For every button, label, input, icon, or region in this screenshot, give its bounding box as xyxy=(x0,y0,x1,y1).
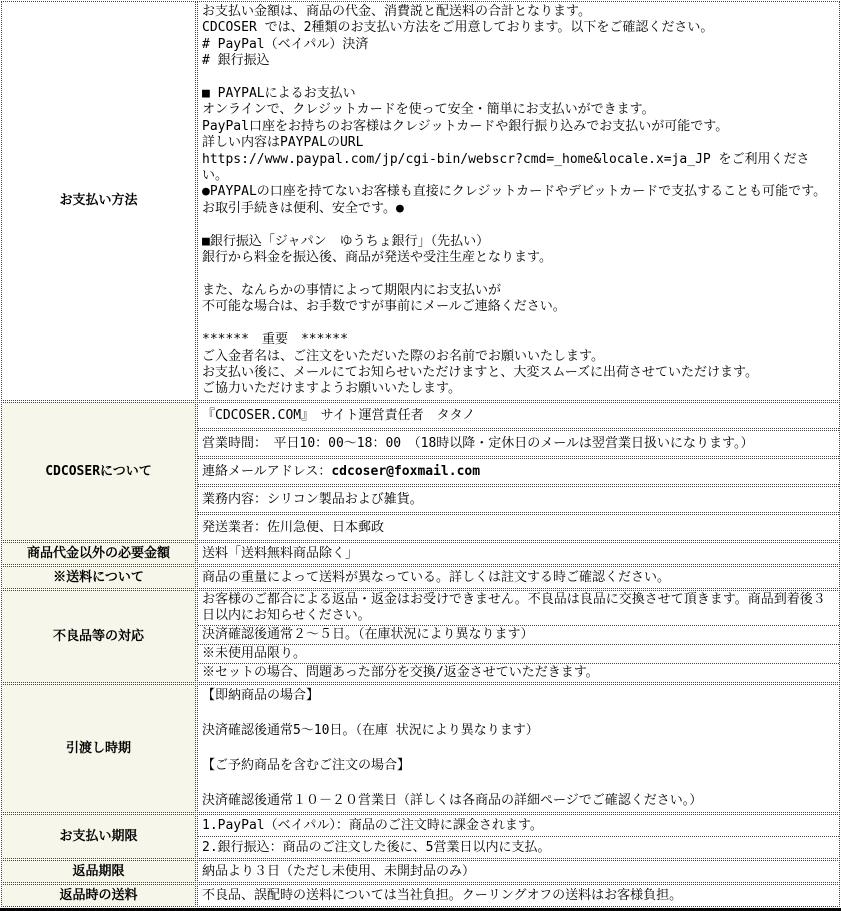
row-return-shipping xyxy=(1,884,840,907)
text-line xyxy=(202,217,835,233)
text-line xyxy=(202,267,835,283)
bank-transfer-deadline-line: 2.銀行振込：商品のご注文した後に、5営業日以内に支払。 xyxy=(198,836,839,858)
text-line: PayPal口座をお持ちのお客様はクレジットカードや銀行振り込みでお支払いが可能です。 xyxy=(202,118,729,134)
text-line: ご入金者名は、ご注文をいただいた際のお名前でお願いいたします。 xyxy=(202,348,604,364)
defective-processing-time-line: 決済確認後通常２～５日。（在庫状況により異なります） xyxy=(198,625,839,644)
text-line: お支払い金額は、商品の代金、消費説と配送料の合計となります。 xyxy=(202,4,591,19)
row-payment-deadline xyxy=(1,814,840,859)
email-address: cdcoser@foxmail.com xyxy=(331,463,481,479)
paypal-deadline-line: 1.PayPal（ベイパル）：商品のご注文時に課金されます。 xyxy=(202,817,543,833)
row-defective-items xyxy=(1,590,840,683)
delivery-time-text xyxy=(198,685,839,812)
contact-email-line xyxy=(198,458,839,485)
row-extra-fees xyxy=(1,542,840,565)
text-line: ****** 重要 ****** xyxy=(202,332,348,348)
header-return-shipping: 返品時の送料 xyxy=(1,884,196,907)
header-delivery-time: 引渡し時期 xyxy=(1,684,196,813)
header-defective-items: 不良品等の対応 xyxy=(1,590,196,683)
text-line: ●PAYPALの口座を持てないお客様も直接にクレジットカードやデビットカードで支払することも可能です。 xyxy=(202,184,827,200)
header-payment-deadline: お支払い期限 xyxy=(1,814,196,859)
row-shipping-note xyxy=(1,566,840,589)
row-delivery-time xyxy=(1,684,840,813)
shipping-note-text: 商品の重量によって送料が異なっている。詳しくは註文する時ご確認ください。 xyxy=(202,569,671,585)
text-line xyxy=(202,740,835,758)
text-line: また、なんらかの事情によって期限内にお支払いが xyxy=(202,282,502,298)
text-line xyxy=(202,704,835,722)
text-line: 詳しい内容はPAYPALのURL xyxy=(202,135,364,151)
header-shipping-note: ※送料について xyxy=(1,566,196,589)
text-line xyxy=(202,70,835,86)
defective-unused-only-line: ※未使用品限り。 xyxy=(198,644,839,663)
payment-method-text xyxy=(198,2,839,400)
text-line: # PayPal（ベイパル）決済 xyxy=(202,36,369,52)
header-payment-method: お支払い方法 xyxy=(1,1,196,401)
row-return-deadline xyxy=(1,860,840,883)
text-line: https://www.paypal.com/jp/cgi-bin/webscr?cmd=_home&locale.x=ja_JP をご利用ください。 xyxy=(202,151,810,184)
header-extra-fees: 商品代金以外の必要金額 xyxy=(1,542,196,565)
text-line: 不可能な場合は、お手数ですが事前にメールご連絡ください。 xyxy=(202,299,566,315)
defective-items-cells xyxy=(198,591,839,682)
return-shipping-text: 不良品、誤配時の送料については当社負担。クーリングオフの送料はお客様負担。 xyxy=(202,887,683,903)
text-line: ■銀行振込「ジャパン ゆうちょ銀行」（先払い） xyxy=(202,233,490,249)
text-line: 決済確認後通常5～10日。（在庫 状況により異なります） xyxy=(202,722,539,738)
business-description-line: 業務内容：シリコン製品および雑貨。 xyxy=(198,486,839,513)
text-line: ■ PAYPALによるお支払い xyxy=(202,86,356,102)
text-line: 決済確認後通常１０－２０営業日（詳しくは各商品の詳細ページでご確認ください。） xyxy=(202,793,703,809)
text-line: 銀行から料金を振込後、商品が発送や受注生産となります。 xyxy=(202,250,552,266)
about-cdcoser-cells xyxy=(198,403,839,540)
return-deadline-text: 納品より３日（ただし未使用、未開封品のみ） xyxy=(202,863,476,879)
site-owner-line: 『CDCOSER.COM』 サイト運営責任者 タタノ xyxy=(198,403,839,429)
text-line: # 銀行振込 xyxy=(202,53,270,69)
text-line: オンラインで、クレジットカードを使って安全・簡単にお支払いができます。 xyxy=(202,102,655,118)
text-line: お取引手続きは便利、安全です。● xyxy=(202,200,404,216)
text-line: 【即納商品の場合】 xyxy=(202,687,320,703)
contact-email-label: 連絡メールアドレス： xyxy=(202,463,332,479)
row-about-cdcoser xyxy=(1,402,840,541)
text-line xyxy=(202,775,835,793)
defective-policy-line: お客様のご都合による返品・返金はお受けできません。不良品は良品に交換させて頂きます。商品到着後３日以内にお知らせください。 xyxy=(202,591,826,623)
text-line: 【ご予約商品を含むご注文の場合】 xyxy=(202,758,411,774)
text-line xyxy=(202,316,835,332)
defective-set-exchange-line: ※セットの場合、問題あった部分を交換/返金させていただきます。 xyxy=(198,663,839,682)
header-return-deadline: 返品期限 xyxy=(1,860,196,883)
text-line: CDCOSER では、2種類のお支払い方法をご用意しております。以下をご確認ください。 xyxy=(202,20,714,36)
header-about-cdcoser: CDCOSERについて xyxy=(1,402,196,541)
text-line: ご協力いただけますようお願いいたします。 xyxy=(202,381,461,397)
shippers-line: 発送業者：佐川急便、日本郵政 xyxy=(198,514,839,540)
business-hours-line: 営業時間： 平日10：00～18：00 （18時以降・定休日のメールは翌営業日扱いになります。） xyxy=(198,430,839,457)
row-payment-method xyxy=(1,1,840,401)
text-line: お支払い後に、メールにてお知らせいただけますと、大変スムーズに出荷させていただけます。 xyxy=(202,364,759,380)
payment-deadline-cells xyxy=(198,815,839,858)
extra-fees-text: 送料「送料無料商品除く」 xyxy=(202,545,359,561)
